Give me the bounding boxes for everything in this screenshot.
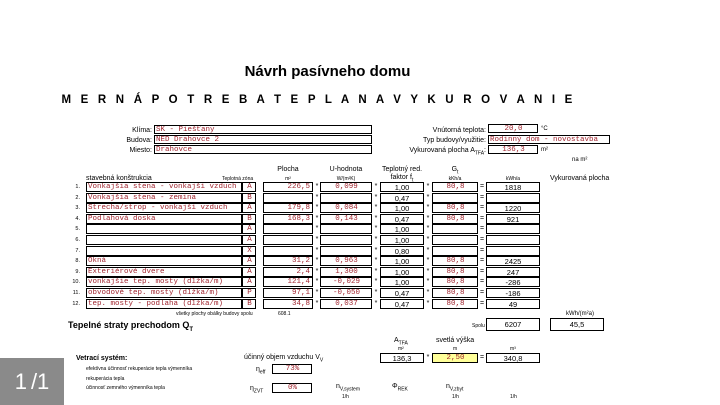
row-u-field[interactable]: -0,050	[320, 288, 372, 298]
eta-eff-field[interactable]: 73%	[272, 364, 312, 374]
row-mul-operator: *	[315, 204, 319, 211]
row-mul-operator: *	[426, 236, 430, 243]
row-mul-operator: *	[315, 215, 319, 222]
row-mul-operator: *	[374, 225, 378, 232]
nv-text: n	[336, 383, 340, 390]
row-factor-value: 1,00	[380, 256, 424, 266]
row-mul-operator: *	[374, 183, 378, 190]
row-name-field[interactable]: Vonkajšia stena - vonkajší vzduch	[86, 182, 242, 192]
row-gt-value	[432, 224, 478, 234]
plocha-label-text: Vykurovaná plocha A	[409, 147, 475, 154]
row-number: 11.	[72, 290, 80, 296]
row-zone-field[interactable]: A	[242, 256, 256, 266]
objem-unit: m³	[510, 346, 516, 352]
header-uhodnota-unit: W/(m²K)	[336, 176, 356, 182]
row-number: 2.	[75, 195, 80, 201]
row-mul-operator: *	[374, 257, 378, 264]
row-u-field[interactable]: 0,143	[320, 214, 372, 224]
header-uhodnota: U-hodnota	[329, 166, 363, 173]
atfa-sub: TFA	[398, 340, 408, 347]
row-factor-value: 0,47	[380, 193, 424, 203]
row-kwh-value: -186	[486, 288, 540, 298]
row-mul-operator: *	[426, 204, 430, 211]
straty-label	[68, 320, 193, 333]
row-eq-operator: =	[479, 247, 485, 254]
row-mul-operator: *	[315, 278, 319, 285]
obalka-value: 608.1	[278, 311, 291, 317]
row-factor-value: 0,47	[380, 299, 424, 309]
row-eq-operator: =	[479, 194, 485, 201]
row-number: 9.	[75, 269, 80, 275]
zemny-label: účinnosť zemného výmenníka tepla	[86, 385, 165, 391]
row-area-field[interactable]: 34,8	[263, 299, 313, 309]
row-eq-operator: =	[479, 268, 485, 275]
straty-spolu-label: Spolu	[472, 323, 485, 329]
row-mul-operator: *	[315, 183, 319, 190]
row-factor-value: 1,00	[380, 235, 424, 245]
row-u-field[interactable]	[320, 235, 372, 245]
row-factor-value: 1,00	[380, 224, 424, 234]
row-area-field[interactable]: 179,8	[263, 203, 313, 213]
row-eq-operator: =	[479, 278, 485, 285]
row-mul-operator: *	[374, 236, 378, 243]
row-eq-operator: =	[479, 236, 485, 243]
row-factor-value: 1,00	[380, 203, 424, 213]
row-zone-field[interactable]: B	[242, 214, 256, 224]
phi-rek-label	[392, 383, 408, 392]
row-number: 12.	[72, 301, 80, 307]
row-kwh-value: 49	[486, 299, 540, 309]
row-kwh-value	[486, 224, 540, 234]
row-mul-operator: *	[426, 225, 430, 232]
header-faktor2-text: faktor f	[390, 174, 412, 181]
header-plocha-unit: m²	[285, 176, 291, 182]
eta2-sub: ZVT	[253, 388, 264, 395]
objem-label-sub: V	[319, 357, 324, 364]
vetracie-title: Vetrací systém:	[76, 355, 128, 362]
row-mul-operator: *	[426, 289, 430, 296]
row-name-field[interactable]: Exteriérové dvere	[86, 267, 242, 277]
straty-label-sub: T	[189, 326, 194, 333]
nvzvt-sub: V,zbyt	[449, 386, 464, 393]
row-area-field[interactable]: 168,3	[263, 214, 313, 224]
rekuperacia-label: rekuperácia tepla	[86, 376, 125, 382]
row-number: 8.	[75, 258, 80, 264]
miesto-field[interactable]: Drahovce	[154, 145, 372, 154]
row-factor-value: 1,00	[380, 182, 424, 192]
mul-operator: *	[426, 354, 430, 361]
straty-total: 6207	[486, 318, 540, 331]
row-number: 7.	[75, 248, 80, 254]
row-mul-operator: *	[374, 268, 378, 275]
row-zone-field[interactable]: A	[242, 277, 256, 287]
row-gt-value	[432, 193, 478, 203]
nv-zbyt-label	[446, 383, 463, 392]
page-indicator[interactable]	[0, 358, 64, 405]
header-gt	[432, 166, 478, 175]
row-number: 4.	[75, 216, 80, 222]
atfa-value: 136,3	[380, 353, 424, 363]
row-eq-operator: =	[479, 204, 485, 211]
row-u-field[interactable]: 0,037	[320, 299, 372, 309]
nv-sub: V,system	[339, 386, 361, 393]
header-plocha: Plocha	[277, 166, 299, 173]
row-factor-value: 0,47	[380, 288, 424, 298]
straty-unit: kWh/(m²a)	[566, 311, 594, 317]
row-zone-field[interactable]: B	[242, 193, 256, 203]
row-u-field[interactable]: 0,963	[320, 256, 372, 266]
row-kwh-value	[486, 246, 540, 256]
row-mul-operator: *	[374, 194, 378, 201]
row-zone-field[interactable]: A	[242, 235, 256, 245]
row-area-field[interactable]	[263, 235, 313, 245]
row-eq-operator: =	[479, 215, 485, 222]
row-area-field[interactable]	[263, 246, 313, 256]
atfa-label	[394, 337, 408, 346]
row-factor-value: 1,00	[380, 267, 424, 277]
row-mul-operator: *	[374, 300, 378, 307]
row-name-field[interactable]: Podlahová doska	[86, 214, 242, 224]
eta-sub: eff	[259, 369, 266, 376]
atfa-text: A	[394, 337, 399, 344]
row-eq-operator: =	[479, 300, 485, 307]
eta-zvt-field[interactable]: 0%	[272, 383, 312, 393]
row-mul-operator: *	[426, 215, 430, 222]
row-gt-value: 80,8	[432, 299, 478, 309]
last-unit: 1/h	[510, 394, 517, 400]
row-kwh-value	[486, 235, 540, 245]
plocha-label-sub: TFA	[474, 150, 485, 157]
header-faktor-sub: t	[412, 177, 414, 184]
row-kwh-value: 1818	[486, 182, 540, 192]
vyska-field[interactable]: 2,50	[432, 353, 478, 363]
miesto-label: Miesto:	[129, 147, 152, 154]
nv-system-label	[336, 383, 360, 392]
row-mul-operator: *	[315, 257, 319, 264]
row-mul-operator: *	[315, 194, 319, 201]
row-kwh-value: -286	[486, 277, 540, 287]
row-mul-operator: *	[426, 268, 430, 275]
row-eq-operator: =	[479, 257, 485, 264]
row-zone-field[interactable]: A	[242, 203, 256, 213]
row-mul-operator: *	[315, 268, 319, 275]
klima-label: Klíma:	[132, 127, 152, 134]
row-gt-value: 80,8	[432, 256, 478, 266]
row-number: 3.	[75, 205, 80, 211]
ucinnost-label: efektívna účinnosť rekuperácie tepla výmenníka	[86, 366, 193, 372]
row-mul-operator: *	[315, 225, 319, 232]
row-gt-value: 80,8	[432, 277, 478, 287]
row-factor-value: 0,47	[380, 214, 424, 224]
typ-label: Typ budovy/využitie:	[422, 137, 486, 144]
header-gt-sub: t	[457, 169, 459, 176]
vyska-label: svetlá výška	[436, 337, 475, 344]
row-eq-operator: =	[479, 225, 485, 232]
row-area-field[interactable]: 121,4	[263, 277, 313, 287]
atfa-unit: m²	[398, 346, 404, 352]
budova-field[interactable]: NED Drahovce 2	[154, 135, 372, 144]
row-mul-operator: *	[315, 247, 319, 254]
row-u-field[interactable]	[320, 246, 372, 256]
row-number: 1.	[75, 184, 80, 190]
row-eq-operator: =	[479, 183, 485, 190]
row-mul-operator: *	[426, 300, 430, 307]
teplota-unit: °C	[541, 126, 548, 132]
plocha-unit: m²	[541, 147, 548, 153]
header-kwh: kWh/a	[505, 176, 521, 182]
page-subtitle: M E R N Á P O T R E B A T E P L A N A V Y K U R O V A N I E	[61, 94, 574, 106]
nvzvt-text: n	[446, 383, 450, 390]
row-gt-value: 80,8	[432, 182, 478, 192]
row-name-field[interactable]	[86, 224, 242, 234]
row-mul-operator: *	[374, 215, 378, 222]
row-mul-operator: *	[315, 236, 319, 243]
nv-system-unit: 1/h	[342, 394, 349, 400]
row-name-field[interactable]: vonkajšie tep. mosty (dĺžka/m)	[86, 277, 242, 287]
eta-zvt-label	[250, 385, 263, 394]
phi-text: Φ	[392, 383, 398, 390]
row-zone-field[interactable]: X	[242, 246, 256, 256]
row-factor-value: 1,00	[380, 277, 424, 287]
row-mul-operator: *	[426, 247, 430, 254]
row-u-field[interactable]: -0,029	[320, 277, 372, 287]
row-name-field[interactable]: Okná	[86, 256, 242, 266]
row-name-field[interactable]: obvodové tep. mosty (dĺžka/m)	[86, 288, 242, 298]
row-area-field[interactable]	[263, 193, 313, 203]
row-name-field[interactable]: Vonkajšia stena - zemina	[86, 193, 242, 203]
teplota-field[interactable]: 20,0	[488, 124, 538, 133]
page-title: Návrh pasívneho domu	[244, 63, 411, 80]
row-number: 6.	[75, 237, 80, 243]
na-m2-label: na m²	[572, 157, 588, 163]
row-gt-value: 80,8	[432, 214, 478, 224]
row-gt-value: 80,8	[432, 203, 478, 213]
row-eq-operator: =	[479, 289, 485, 296]
straty-per-m2: 45,5	[550, 318, 604, 331]
row-u-field[interactable]: 0,084	[320, 203, 372, 213]
row-mul-operator: *	[315, 289, 319, 296]
row-gt-value	[432, 235, 478, 245]
nv-zbyt-unit: 1/h	[452, 394, 459, 400]
row-mul-operator: *	[426, 183, 430, 190]
row-zone-field[interactable]: A	[242, 224, 256, 234]
row-zone-field[interactable]: A	[242, 267, 256, 277]
row-gt-value	[432, 246, 478, 256]
vyska-unit: m	[453, 346, 458, 352]
objem-label-text: účinný objem vzduchu V	[244, 354, 320, 361]
row-mul-operator: *	[374, 278, 378, 285]
row-kwh-value: 2425	[486, 256, 540, 266]
row-area-field[interactable]: 2,4	[263, 267, 313, 277]
phi-sub: REK	[397, 386, 408, 393]
row-number: 10.	[72, 279, 80, 285]
page-total: /1	[30, 368, 50, 394]
row-name-field[interactable]: tep. mosty - podlaha (dĺžka/m)	[86, 299, 242, 309]
row-area-field[interactable]: 31,2	[263, 256, 313, 266]
row-zone-field[interactable]: B	[242, 299, 256, 309]
header-gt-unit: kKh/a	[448, 176, 462, 182]
row-mul-operator: *	[426, 194, 430, 201]
row-name-field[interactable]: Strecha/strop - vonkajší vzduch	[86, 203, 242, 213]
row-kwh-value	[486, 193, 540, 203]
header-gt-text: G	[451, 166, 458, 173]
row-area-field[interactable]	[263, 224, 313, 234]
eta-eff-label	[256, 366, 265, 375]
teplota-label: Vnútorná teplota:	[432, 127, 486, 134]
row-u-field[interactable]	[320, 193, 372, 203]
row-name-field[interactable]	[86, 235, 242, 245]
eta2-text: η	[250, 385, 254, 392]
row-name-field[interactable]	[86, 246, 242, 256]
row-u-field[interactable]: 0,099	[320, 182, 372, 192]
budova-label: Budova:	[126, 137, 152, 144]
row-gt-value: 80,8	[432, 267, 478, 277]
obalka-label: všetky plochy obálky budovy spolu	[176, 311, 253, 317]
header-zona: Teplotná zóna	[222, 176, 254, 182]
row-u-field[interactable]: 1,300	[320, 267, 372, 277]
header-faktor1: Teplotný red.	[381, 166, 423, 173]
row-mul-operator: *	[315, 300, 319, 307]
row-kwh-value: 921	[486, 214, 540, 224]
row-number: 5.	[75, 226, 80, 232]
plocha-label: Vykurovaná plocha $A_{TFA}$:	[409, 147, 486, 157]
row-zone-field[interactable]: A	[242, 182, 256, 192]
row-zone-field[interactable]: P	[242, 288, 256, 298]
row-mul-operator: *	[374, 204, 378, 211]
row-mul-operator: *	[374, 247, 378, 254]
row-kwh-value: 247	[486, 267, 540, 277]
row-u-field[interactable]	[320, 224, 372, 234]
page-current: 1	[14, 368, 27, 394]
straty-label-text: Tepelné straty prechodom Q	[68, 320, 190, 330]
row-factor-value: 0,80	[380, 246, 424, 256]
row-mul-operator: *	[426, 278, 430, 285]
row-area-field[interactable]: 97,1	[263, 288, 313, 298]
objem-label	[244, 354, 323, 363]
row-area-field[interactable]: 226,5	[263, 182, 313, 192]
objem-value: 340,8	[486, 353, 540, 363]
row-mul-operator: *	[426, 257, 430, 264]
eq-operator: =	[479, 354, 485, 361]
typ-field[interactable]: Rodinný dom - novostavba	[488, 135, 610, 144]
eta-text: η	[256, 366, 260, 373]
row-mul-operator: *	[374, 289, 378, 296]
row-kwh-value: 1220	[486, 203, 540, 213]
header-vykurovana: Vykurovaná plocha	[550, 175, 610, 182]
klima-field[interactable]: SK - Piešťany	[154, 125, 372, 134]
header-konstrukcia: stavebná konštrukcia	[86, 175, 152, 182]
row-gt-value: 80,8	[432, 288, 478, 298]
plocha-field[interactable]: 136,3	[488, 145, 538, 154]
